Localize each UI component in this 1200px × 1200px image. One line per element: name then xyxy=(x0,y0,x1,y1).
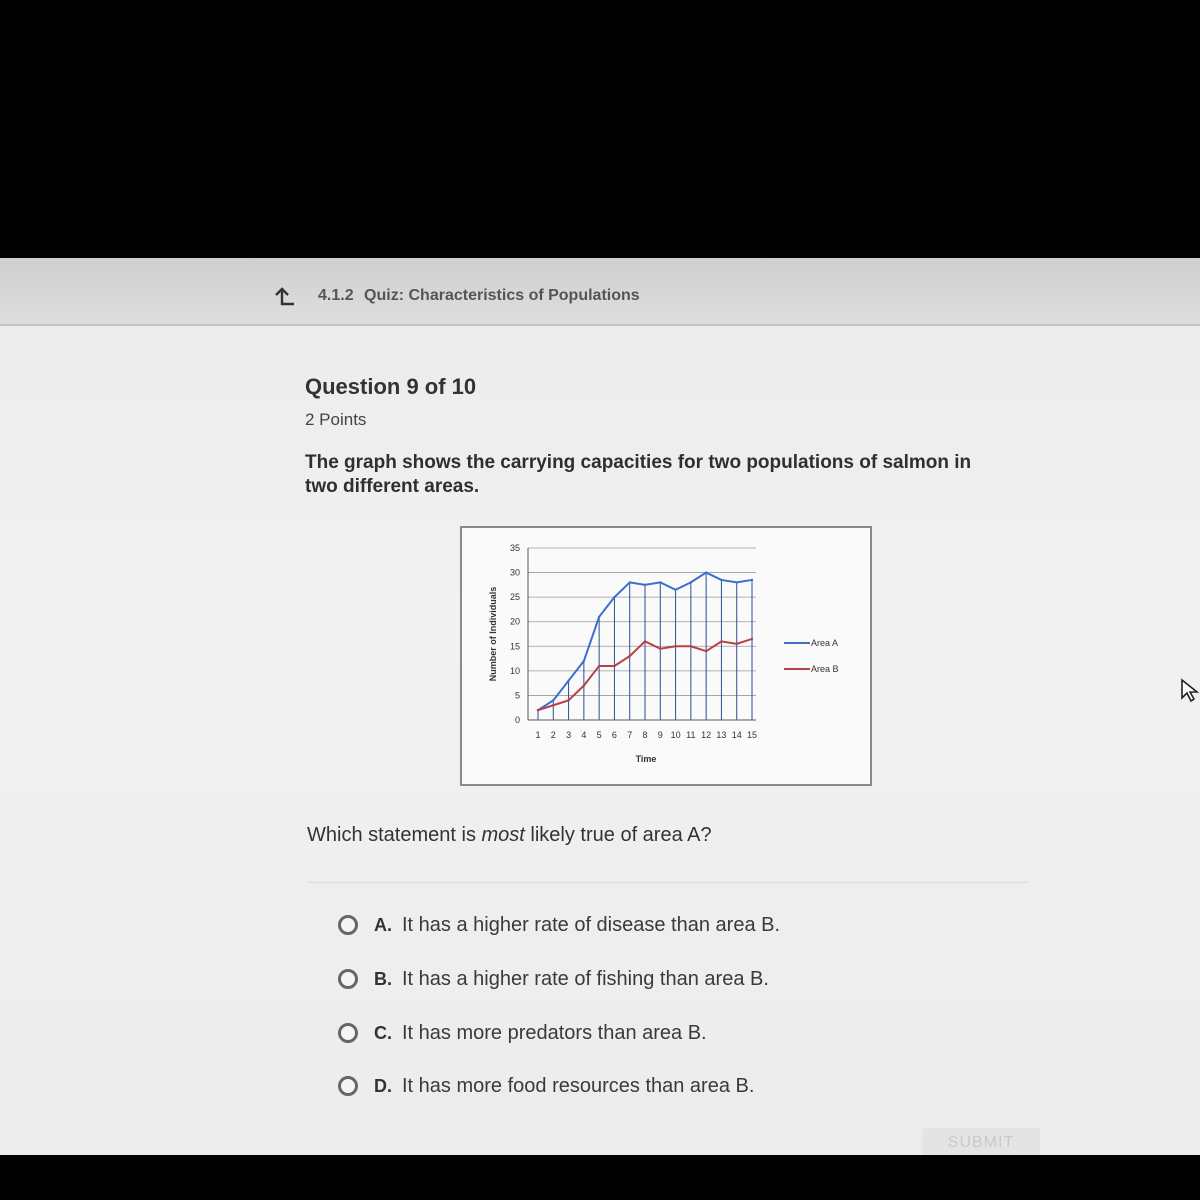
option-text: It has a higher rate of fishing than area B. xyxy=(402,967,769,990)
quiz-title xyxy=(318,287,640,305)
prompt-after: likely true of area A? xyxy=(524,824,712,846)
question-points: 2 Points xyxy=(305,410,367,429)
x-tick-label: 2 xyxy=(550,730,556,740)
data-point xyxy=(644,640,646,642)
quiz-number: 4.1.2 xyxy=(318,287,354,304)
x-tick-label: 1 xyxy=(535,730,541,740)
question-text: The graph shows the carrying capacities for two populations of salmon in two different areas. xyxy=(305,452,972,497)
data-point xyxy=(567,699,569,701)
data-point xyxy=(720,640,722,642)
back-arrow-icon[interactable] xyxy=(272,286,298,308)
x-tick-label: 14 xyxy=(731,730,742,740)
legend-label: Area A xyxy=(811,638,839,648)
data-point xyxy=(690,581,692,583)
x-tick-label: 8 xyxy=(642,730,648,740)
data-point xyxy=(583,660,585,662)
answer-option-c[interactable] xyxy=(338,1018,707,1048)
option-letter: C. xyxy=(374,1022,392,1043)
y-tick-label: 5 xyxy=(514,690,520,701)
mouse-cursor-icon xyxy=(1180,678,1200,704)
data-point xyxy=(659,581,661,583)
quiz-screen xyxy=(0,258,1200,1155)
data-point xyxy=(629,581,631,583)
x-tick-label: 4 xyxy=(581,730,587,740)
data-point xyxy=(705,571,707,573)
top-bar xyxy=(0,258,1200,326)
data-point xyxy=(674,589,676,591)
radio-c[interactable] xyxy=(338,1023,358,1043)
option-letter: A. xyxy=(374,914,392,935)
submit-button[interactable]: SUBMIT xyxy=(922,1128,1040,1155)
data-point xyxy=(736,643,738,645)
radio-a[interactable] xyxy=(338,915,358,935)
radio-d[interactable] xyxy=(338,1076,358,1096)
option-letter: B. xyxy=(374,968,392,989)
data-point xyxy=(552,704,554,706)
chart-svg xyxy=(462,528,866,780)
question-prompt xyxy=(307,824,712,847)
y-tick-label: 30 xyxy=(509,567,520,578)
data-point xyxy=(567,679,569,681)
x-tick-label: 5 xyxy=(596,730,602,740)
data-point xyxy=(736,581,738,583)
answer-option-d[interactable] xyxy=(338,1071,754,1101)
x-axis-title: Time xyxy=(635,754,657,764)
y-tick-label: 0 xyxy=(514,715,520,725)
data-point xyxy=(613,665,615,667)
chart xyxy=(460,526,872,786)
answer-option-a[interactable] xyxy=(338,910,780,940)
answer-option-b[interactable] xyxy=(338,964,769,994)
question-number: Question 9 of 10 xyxy=(305,374,477,399)
data-point xyxy=(644,584,646,586)
data-point xyxy=(583,684,585,686)
prompt-emphasis: most xyxy=(481,824,525,846)
data-point xyxy=(705,650,707,652)
data-point xyxy=(613,596,615,598)
y-axis-title: Number of Individuals xyxy=(488,586,498,682)
data-point xyxy=(598,665,600,667)
divider xyxy=(308,882,1028,883)
x-tick-label: 7 xyxy=(627,730,633,740)
quiz-name: Characteristics of Populations xyxy=(408,287,640,304)
radio-b[interactable] xyxy=(338,969,358,989)
x-tick-label: 9 xyxy=(657,730,663,740)
x-tick-label: 10 xyxy=(670,730,681,740)
legend-label: Area B xyxy=(811,664,839,674)
prompt-before: Which statement is xyxy=(307,824,482,846)
y-tick-label: 15 xyxy=(509,641,520,652)
data-point xyxy=(751,579,753,581)
x-tick-label: 11 xyxy=(686,730,696,740)
option-text: It has a higher rate of disease than area B. xyxy=(402,913,781,936)
data-point xyxy=(674,645,676,647)
y-tick-label: 35 xyxy=(509,543,520,553)
x-tick-label: 6 xyxy=(611,730,617,740)
data-point xyxy=(720,579,722,581)
x-tick-label: 13 xyxy=(716,730,727,740)
y-tick-label: 10 xyxy=(509,665,520,676)
option-text: It has more predators than area B. xyxy=(402,1021,707,1044)
data-point xyxy=(552,699,554,701)
y-tick-label: 20 xyxy=(509,616,520,627)
data-point xyxy=(751,638,753,640)
y-tick-label: 25 xyxy=(509,592,520,603)
data-point xyxy=(537,709,539,711)
data-point xyxy=(629,655,631,657)
x-tick-label: 3 xyxy=(566,730,572,740)
quiz-label: Quiz: xyxy=(364,287,405,304)
option-text: It has more food resources than area B. xyxy=(402,1074,755,1097)
data-point xyxy=(598,616,600,618)
data-point xyxy=(690,645,692,647)
x-tick-label: 15 xyxy=(746,730,758,740)
x-tick-label: 12 xyxy=(701,730,712,740)
option-letter: D. xyxy=(374,1075,392,1096)
data-point xyxy=(659,648,661,650)
